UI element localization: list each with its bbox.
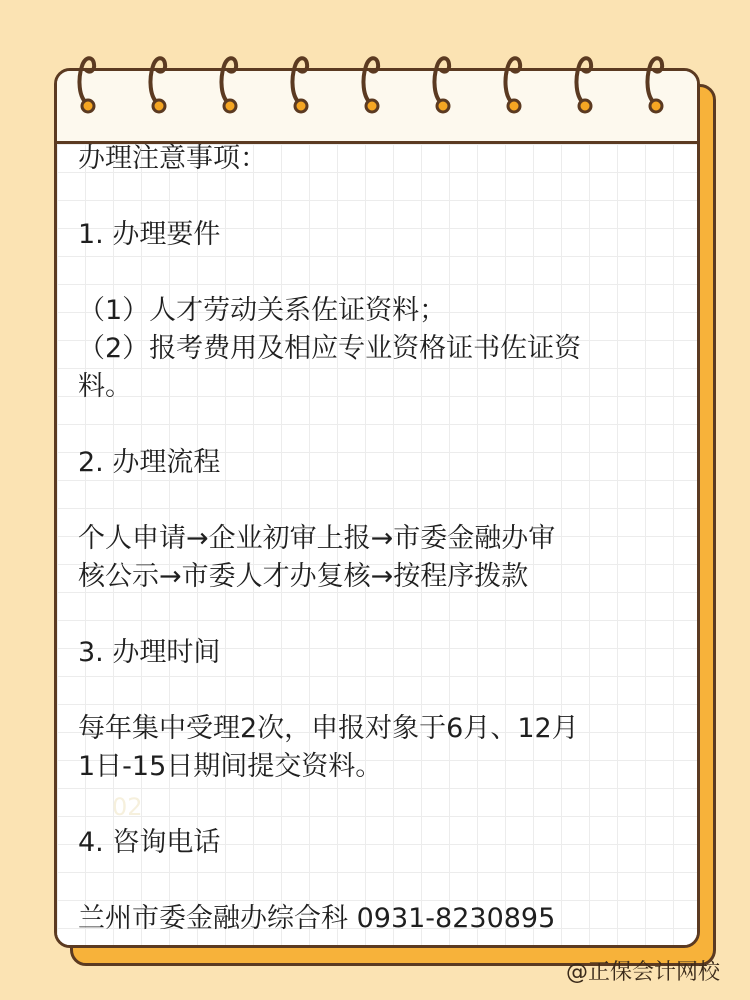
section-3-title: 3. 办理时间 [78, 637, 221, 668]
section-1-item-1: （1）人才劳动关系佐证资料； [78, 295, 447, 326]
notebook-header-strip [57, 71, 697, 144]
section-3-line-1: 每年集中受理2次，申报对象于6月、12月 [78, 713, 579, 744]
section-4-title: 4. 咨询电话 [78, 827, 221, 858]
section-1-title: 1. 办理要件 [78, 219, 221, 250]
notice-content [78, 140, 678, 938]
notice-heading: 办理注意事项： [78, 143, 267, 174]
section-3-line-2: 1日-15日期间提交资料。 [78, 751, 383, 782]
section-2-line-2: 核公示→市委人才办复核→按程序拨款 [78, 561, 529, 592]
section-1-item-2-cont: 料。 [78, 371, 132, 402]
faint-page-mark: 02 [112, 793, 143, 821]
section-4-line-1: 兰州市委金融办综合科 0931-8230895 [78, 903, 556, 934]
section-2-line-1: 个人申请→企业初审上报→市委金融办审 [78, 523, 556, 554]
section-2-title: 2. 办理流程 [78, 447, 221, 478]
section-1-item-2: （2）报考费用及相应专业资格证书佐证资 [78, 333, 582, 364]
watermark-text: @正保会计网校 [565, 960, 720, 985]
